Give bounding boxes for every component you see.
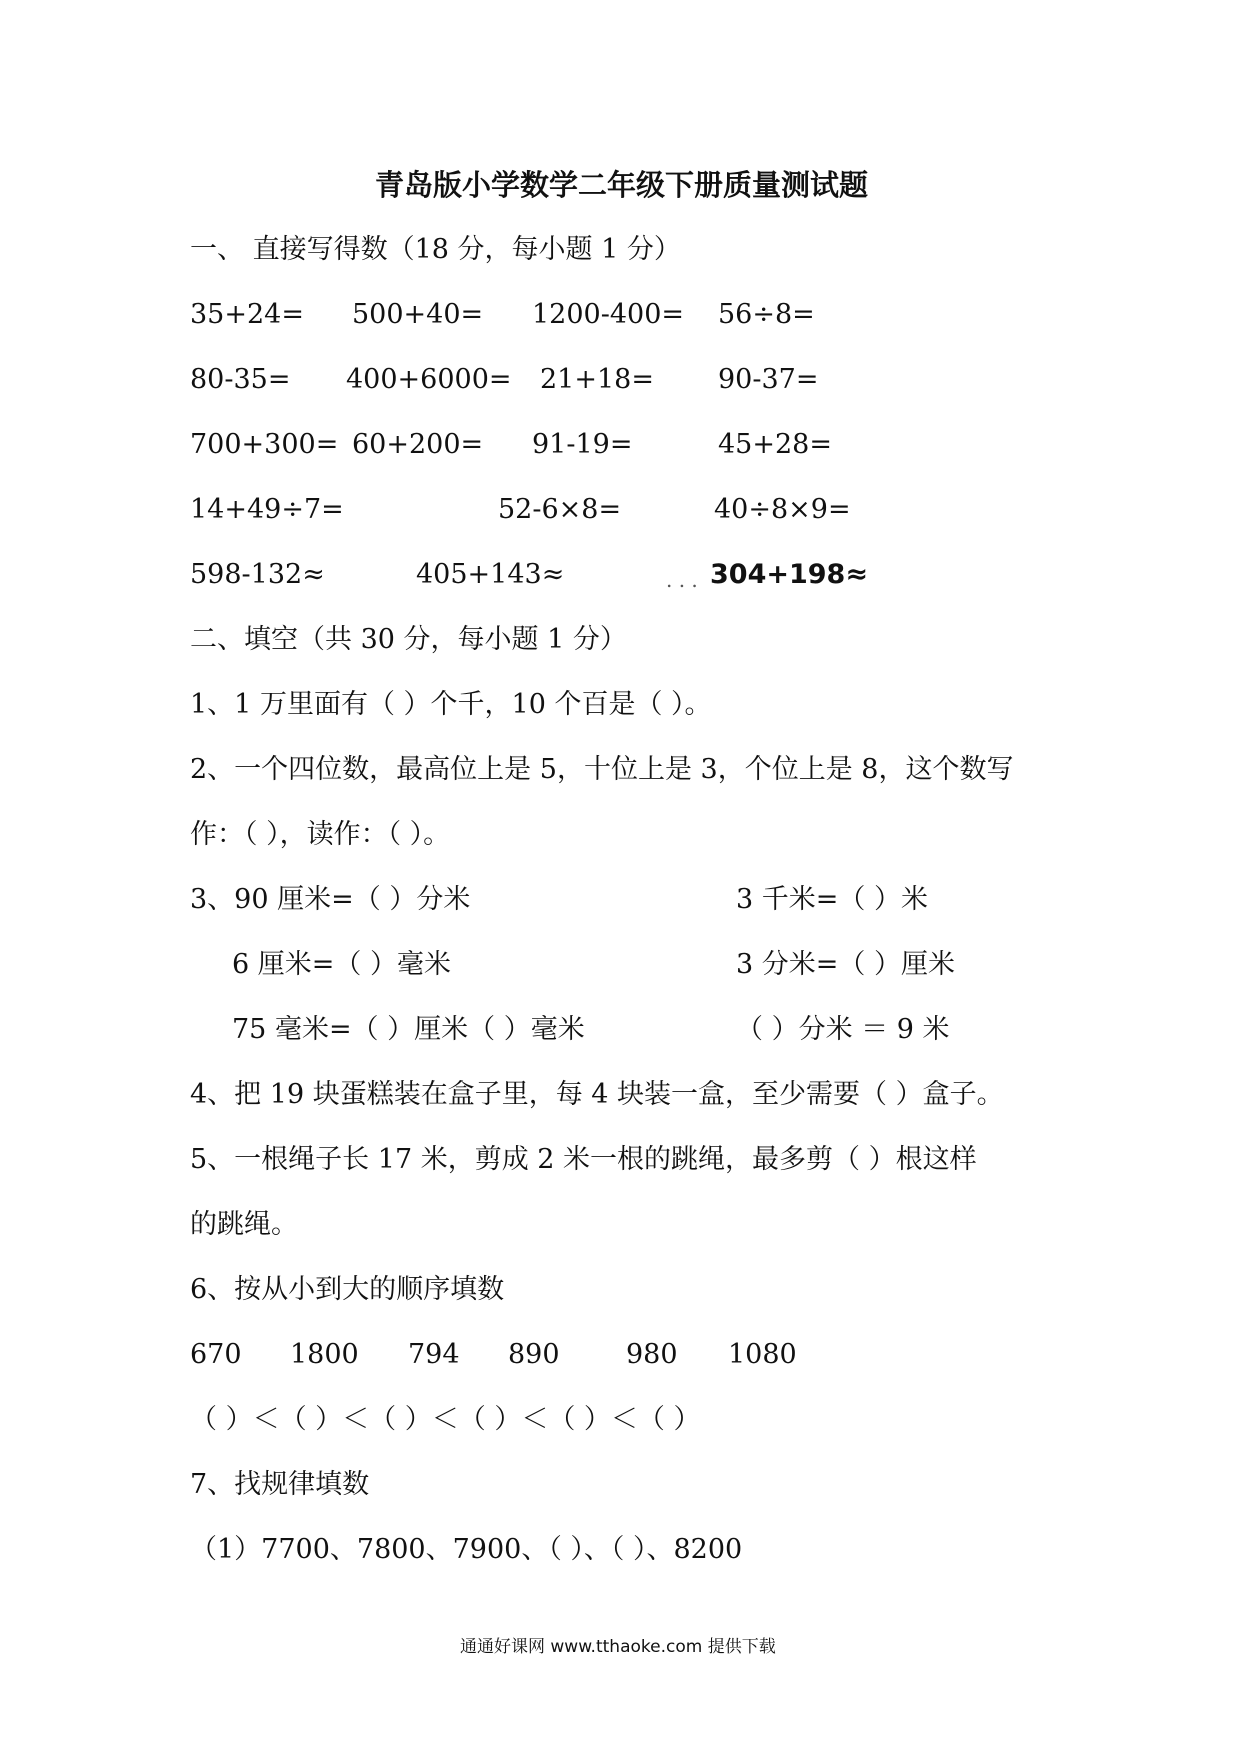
problem: 80-35=: [190, 364, 291, 395]
order-blanks: （ ）＜（ ）＜（ ）＜（ ）＜（ ）＜（ ）: [190, 1404, 701, 1435]
section2-heading: 二、填空（共 30 分，每小题 1 分）: [190, 624, 627, 655]
problem: 700+300=: [190, 429, 339, 460]
problem: 500+40=: [352, 299, 484, 330]
question-1: 1、1 万里面有（ ）个千，10 个百是（ ）。: [190, 689, 712, 720]
problem: 598-132≈: [190, 559, 325, 590]
question-4: 4、把 19 块蛋糕装在盒子里，每 4 块装一盒，至少需要（ ）盒子。: [190, 1079, 1004, 1110]
problem: 304+198≈: [710, 559, 868, 590]
question-6: 6、按从小到大的顺序填数: [190, 1274, 505, 1305]
question-3a: 3、90 厘米=（ ）分米: [190, 884, 471, 915]
problem: 400+6000=: [346, 364, 512, 395]
page-title: 青岛版小学数学二年级下册质量测试题: [375, 168, 869, 202]
number: 1800: [290, 1339, 359, 1370]
question-3c: 6 厘米=（ ）毫米: [232, 949, 451, 980]
section1-heading: 一、 直接写得数（18 分，每小题 1 分）: [190, 234, 681, 265]
problem: 405+143≈: [416, 559, 565, 590]
question-7-part-1: （1）7700、7800、7900、（ ）、（ ）、8200: [190, 1534, 743, 1565]
question-2: 2、一个四位数，最高位上是 5，十位上是 3，个位上是 8，这个数写: [190, 754, 1014, 785]
footer: 通通好课网 www.tthaoke.com 提供下载: [460, 1637, 776, 1657]
number: 1080: [728, 1339, 797, 1370]
number: 980: [626, 1339, 678, 1370]
number: 670: [190, 1339, 242, 1370]
problem: 56÷8=: [718, 299, 815, 330]
problem: 91-19=: [532, 429, 633, 460]
problem: 14+49÷7=: [190, 494, 344, 525]
question-3b: 3 千米=（ ）米: [736, 884, 928, 915]
question-3e: 75 毫米=（ ）厘米（ ）毫米: [232, 1014, 585, 1045]
dots: . . .: [666, 568, 698, 592]
problem: 52-6×8=: [498, 494, 622, 525]
problem: 40÷8×9=: [714, 494, 851, 525]
problem: 21+18=: [540, 364, 654, 395]
question-3d: 3 分米=（ ）厘米: [736, 949, 955, 980]
question-7: 7、找规律填数: [190, 1469, 370, 1500]
problem: 1200-400=: [532, 299, 684, 330]
problem: 90-37=: [718, 364, 819, 395]
question-5: 5、一根绳子长 17 米，剪成 2 米一根的跳绳，最多剪（ ）根这样: [190, 1144, 977, 1175]
problem: 35+24=: [190, 299, 304, 330]
question-2-continued: 作：（ ），读作：（ ）。: [190, 819, 451, 850]
question-5-continued: 的跳绳。: [190, 1209, 298, 1240]
number: 890: [508, 1339, 560, 1370]
number: 794: [408, 1339, 460, 1370]
problem: 45+28=: [718, 429, 832, 460]
problem: 60+200=: [352, 429, 484, 460]
question-3f: （ ）分米 ＝ 9 米: [736, 1014, 950, 1045]
